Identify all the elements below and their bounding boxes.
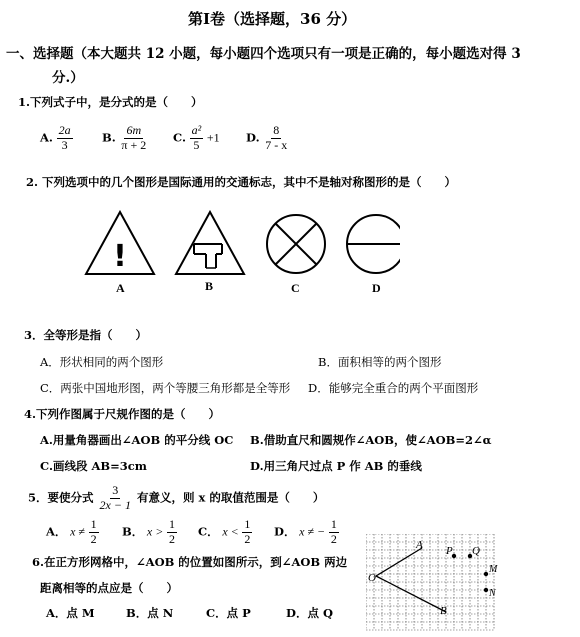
exclamation-icon: !	[113, 239, 127, 274]
q5-c-relation: x <	[222, 524, 239, 539]
q5-b-denominator: 2	[168, 531, 175, 546]
q5-numerator: 3	[112, 483, 119, 497]
q5-option-b	[122, 518, 177, 547]
q1-option-d	[246, 124, 289, 153]
q5-b-label: B．	[122, 524, 144, 539]
label-p: P	[446, 545, 453, 557]
sign-b-label: B	[205, 279, 214, 293]
q5-a-denominator: 2	[90, 531, 97, 546]
q1-c-numerator: a²	[191, 123, 202, 137]
q5-c-label: C．	[198, 524, 219, 539]
sign-b-junction-triangle	[176, 212, 244, 274]
q5-b-relation: x >	[146, 524, 164, 539]
label-a: A	[416, 539, 423, 551]
q5-option-d	[274, 518, 339, 547]
q1-option-b	[102, 124, 148, 153]
q5-stem-pre: 5．要使分式	[28, 490, 94, 505]
sign-c-circle-cross	[267, 215, 325, 273]
q5-d-label: D．	[274, 524, 296, 539]
q5-c-numerator: 1	[244, 517, 251, 531]
q5-d-denominator: 2	[330, 531, 337, 546]
q5-a-fraction	[89, 518, 99, 547]
q6-option-c: C．点 P	[206, 606, 251, 620]
ray-ob	[376, 576, 446, 612]
q4-option-a: A.用量角器画出∠AOB 的平分线 OC	[40, 433, 234, 447]
q1-option-c	[173, 124, 220, 153]
q1-option-b-fraction	[119, 124, 148, 153]
q1-c-tail: +1	[206, 130, 220, 145]
q5-a-label: A．	[46, 524, 67, 539]
q1-b-numerator: 6m	[126, 123, 142, 137]
q5-d-relation: x ≠ −	[299, 524, 326, 539]
q4-option-c: C.画线段 AB=3cm	[40, 459, 147, 473]
point-m	[484, 572, 488, 576]
q1-option-a-fraction	[57, 124, 73, 153]
q1-stem: 1.下列式子中，是分式的是（ ）	[18, 95, 203, 109]
q5-b-fraction	[167, 518, 177, 547]
label-n: N	[489, 588, 496, 599]
q2-stem: 2. 下列选项中的几个图形是国际通用的交通标志，其中不是轴对称图形的是（ ）	[26, 175, 457, 189]
q3-option-a: A．形状相同的两个图形	[40, 355, 164, 369]
q4-option-d: D.用三角尺过点 P 作 AB 的垂线	[250, 459, 422, 473]
label-o: O	[368, 572, 376, 584]
q4-stem: 4.下列作图属于尺规作图的是（ ）	[24, 407, 221, 421]
section-header-line2: 分.）	[52, 70, 84, 86]
q6-option-a: A．点 M	[46, 606, 95, 620]
q1-a-denominator: 3	[61, 137, 68, 152]
q4-option-b: B.借助直尺和圆规作∠AOB，使∠AOB=2∠α	[250, 433, 492, 447]
q1-b-denominator: π + 2	[121, 137, 147, 152]
label-b: B	[440, 605, 447, 617]
sign-a-label: A	[116, 281, 125, 295]
label-q: Q	[472, 545, 480, 557]
q5-c-fraction	[242, 518, 252, 547]
q1-option-b-label: B.	[102, 130, 116, 145]
page-title: 第Ⅰ卷（选择题，36 分）	[188, 10, 357, 28]
q1-option-a	[40, 124, 73, 153]
q5-stem-post: 有意义，则 x 的取值范围是（ ）	[136, 490, 325, 505]
q3-option-b: B．面积相等的两个图形	[318, 355, 442, 369]
q1-a-numerator: 2a	[58, 123, 71, 137]
section-header-line1: 一、选择题（本大题共 12 小题，每小题四个选项只有一项是正确的，每小题选对得 3	[6, 46, 521, 62]
sign-d-label: D	[372, 281, 381, 295]
q3-option-d: D．能够完全重合的两个平面图形	[308, 381, 479, 395]
q6-stem-line2: 距离相等的点应是（ ）	[40, 581, 178, 595]
q6-option-b: B．点 N	[126, 606, 174, 620]
ray-oa	[376, 548, 422, 576]
q5-stem-fraction	[98, 484, 133, 513]
q1-option-c-label: C.	[173, 130, 186, 145]
q5-option-c	[198, 518, 252, 547]
q5-stem	[28, 484, 324, 513]
q1-option-d-fraction	[263, 124, 289, 153]
sign-c-label: C	[291, 281, 300, 295]
q5-b-numerator: 1	[168, 517, 175, 531]
label-m: M	[489, 564, 498, 575]
q6-stem-line1: 6.在正方形网格中，∠AOB 的位置如图所示，到∠AOB 两边	[32, 555, 348, 569]
sign-d-circle-bar	[347, 215, 400, 273]
q6-option-d: D．点 Q	[286, 606, 333, 620]
q1-option-c-fraction	[190, 124, 204, 153]
q1-option-a-label: A.	[40, 130, 53, 145]
q2-traffic-signs	[80, 208, 400, 298]
q1-option-d-label: D.	[246, 130, 260, 145]
q5-a-numerator: 1	[90, 517, 97, 531]
q5-c-denominator: 2	[244, 531, 251, 546]
q5-a-relation: x ≠	[70, 524, 86, 539]
q3-stem: 3．全等形是指（ ）	[24, 328, 148, 342]
q6-grid-figure	[366, 534, 500, 634]
q1-d-denominator: 7 - x	[265, 137, 288, 152]
sign-a-warning-triangle	[86, 212, 154, 274]
q5-d-numerator: 1	[330, 517, 337, 531]
q1-d-numerator: 8	[273, 123, 280, 137]
point-n	[484, 588, 488, 592]
q1-c-denominator: 5	[193, 137, 200, 152]
q5-denominator: 2x − 1	[99, 497, 131, 512]
q3-option-c: C．两张中国地形图，两个等腰三角形都是全等形	[40, 381, 291, 395]
q5-d-fraction	[329, 518, 339, 547]
q5-option-a	[46, 518, 99, 547]
